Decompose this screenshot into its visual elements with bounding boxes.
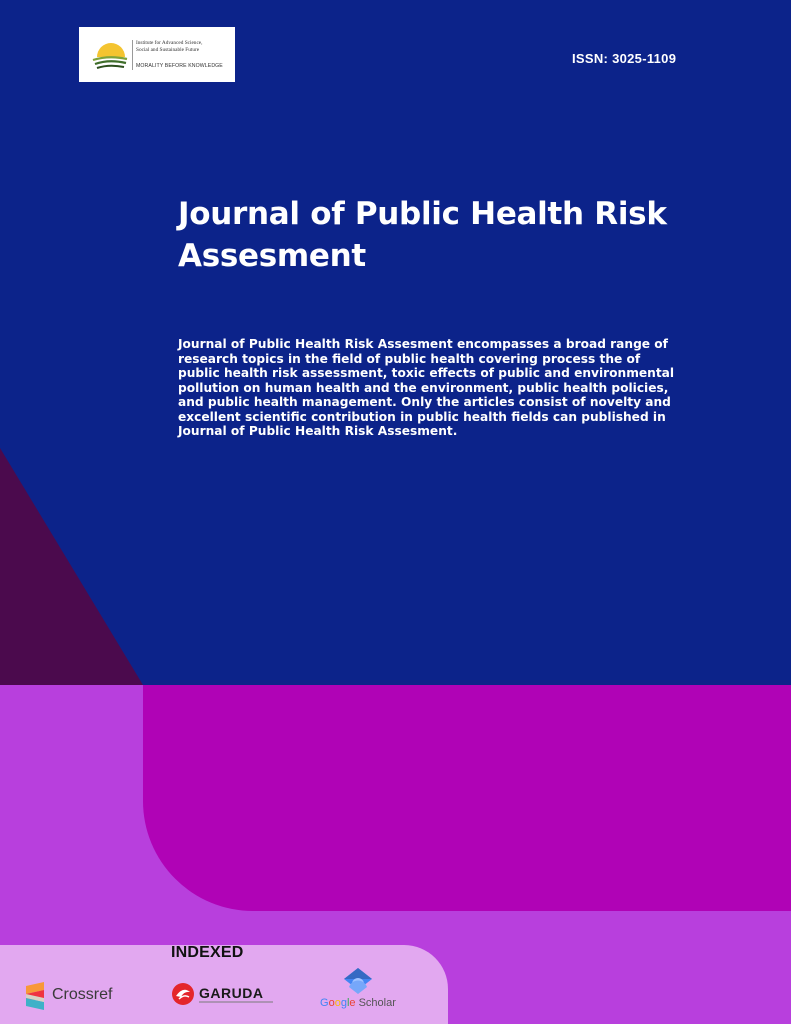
scholar-letter-g: G xyxy=(320,997,329,1009)
google-scholar-label xyxy=(320,997,396,1009)
journal-title: Journal of Public Health Risk Assesment xyxy=(178,196,667,274)
institute-logo xyxy=(79,27,235,82)
garuda-subtitle-line xyxy=(199,1001,273,1003)
magenta-block xyxy=(143,685,791,911)
institute-name-line-2: Social and Sustainable Future xyxy=(136,46,200,53)
google-scholar-icon xyxy=(344,968,372,994)
indexed-label: INDEXED xyxy=(171,944,244,961)
scholar-letter-l: l xyxy=(346,997,350,1009)
scholar-letter-e: e xyxy=(349,997,356,1009)
issn-number: ISSN: 3025-1109 xyxy=(572,51,677,66)
logo-divider xyxy=(132,40,133,70)
institute-name-line-1: Institute for Advanced Science, xyxy=(136,40,203,46)
google-scholar-logo[interactable] xyxy=(320,968,400,1014)
garuda-icon xyxy=(171,982,195,1006)
garuda-label: GARUDA xyxy=(199,985,264,1001)
rising-sun-icon xyxy=(91,39,129,71)
scholar-letter-o2: o xyxy=(334,997,341,1009)
scholar-letter-o1: o xyxy=(328,997,335,1009)
journal-description: Journal of Public Health Risk Assesment encompasses a broad range of research topics in the field of public health covering process the of public health risk assessment, toxic effects of public and environmental pollution on human health and the environment, public health policies, and public health management. Only the articles consist of novelty and excellent scientific contribution in public health fields can published in Journal of Public Health Risk Assesment. xyxy=(178,337,675,438)
institute-tagline: MORALITY BEFORE KNOWLEDGE xyxy=(136,63,223,69)
crossref-icon xyxy=(26,982,48,1010)
scholar-word: Scholar xyxy=(355,997,396,1009)
institute-name xyxy=(136,40,231,53)
scholar-letter-g2: g xyxy=(340,997,347,1009)
crossref-label: Crossref xyxy=(52,986,113,1003)
